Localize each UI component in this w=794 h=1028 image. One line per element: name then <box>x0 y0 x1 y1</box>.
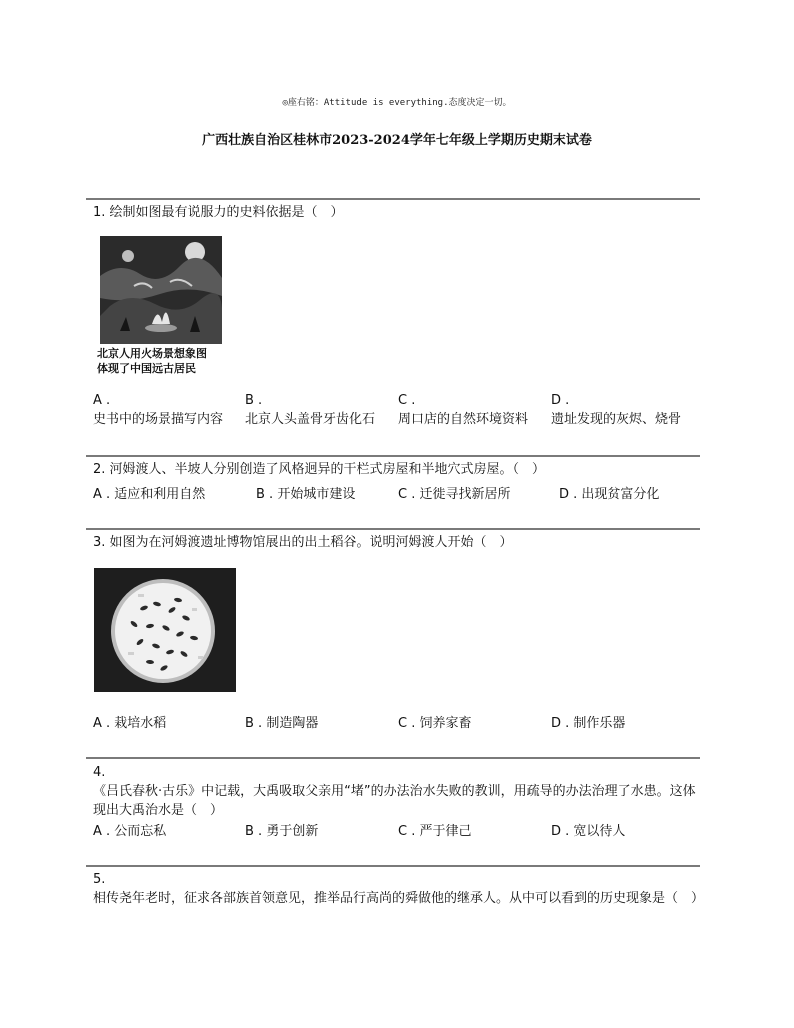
question-number: 5. <box>93 872 106 887</box>
option-b[interactable]: B . 开始城市建设 <box>256 487 356 502</box>
beijing-man-fire-illustration <box>100 236 222 344</box>
divider <box>86 757 700 759</box>
option-label: B . <box>245 393 263 408</box>
option-c[interactable] <box>398 393 528 427</box>
question-stem: 《吕氏春秋·古乐》中记载，大禹吸取父亲用“堵”的办法治水失败的教训，用疏导的办法治理了水患。这体现出大禹治水是（ ） <box>93 784 696 818</box>
page-title: 广西壮族自治区桂林市2023-2024学年七年级上学期历史期末试卷 <box>202 133 592 148</box>
option-b[interactable] <box>245 393 375 427</box>
question-3 <box>93 533 703 552</box>
question-stem: 2. 河姆渡人、半坡人分别创造了风格迥异的干栏式房屋和半地穴式房屋。（ ） <box>93 462 546 477</box>
option-c[interactable]: C . 饲养家畜 <box>398 716 472 731</box>
option-a[interactable]: A . 栽培水稻 <box>93 716 167 731</box>
option-b[interactable]: B . 制造陶器 <box>245 716 319 731</box>
question-stem: 相传尧年老时，征求各部族首领意见，推举品行高尚的舜做他的继承人。从中可以看到的历史现象是（ ） <box>93 891 705 906</box>
divider <box>86 865 700 867</box>
question-stem: 3. 如图为在河姆渡遗址博物馆展出的出土稻谷。说明河姆渡人开始（ ） <box>93 535 513 550</box>
rice-grains-photo <box>94 568 236 692</box>
question-1 <box>93 203 703 222</box>
option-text: 北京人头盖骨牙齿化石 <box>245 412 376 427</box>
question-5 <box>93 870 703 908</box>
option-c[interactable]: C . 迁徙寻找新居所 <box>398 487 511 502</box>
question-4 <box>93 763 703 820</box>
option-text: 史书中的场景描写内容 <box>93 412 224 427</box>
option-label: D . <box>551 393 570 408</box>
option-label: C . <box>398 393 416 408</box>
question-number: 4. <box>93 765 106 780</box>
question-2 <box>93 460 703 479</box>
option-a[interactable] <box>93 393 223 427</box>
option-text: 周口店的自然环境资料 <box>398 412 529 427</box>
option-d[interactable]: D . 宽以待人 <box>551 824 626 839</box>
divider <box>86 198 700 200</box>
option-label: A . <box>93 393 111 408</box>
divider <box>86 528 700 530</box>
option-d[interactable]: D . 出现贫富分化 <box>559 487 660 502</box>
motto: ◎座右铭：Attitude is everything.态度决定一切。 <box>282 98 512 108</box>
caption-line-2: 体现了中国远古居民 <box>97 362 196 375</box>
divider <box>86 455 700 457</box>
option-a[interactable]: A . 公而忘私 <box>93 824 167 839</box>
option-d[interactable] <box>551 393 681 427</box>
caption-line-1: 北京人用火场景想象图 <box>97 347 207 360</box>
option-b[interactable]: B . 勇于创新 <box>245 824 319 839</box>
option-d[interactable]: D . 制作乐器 <box>551 716 626 731</box>
option-a[interactable]: A . 适应和利用自然 <box>93 487 206 502</box>
option-c[interactable]: C . 严于律己 <box>398 824 472 839</box>
question-stem: 1. 绘制如图最有说服力的史料依据是（ ） <box>93 205 344 220</box>
illustration-caption <box>97 346 207 376</box>
option-text: 遗址发现的灰烬、烧骨 <box>551 412 682 427</box>
